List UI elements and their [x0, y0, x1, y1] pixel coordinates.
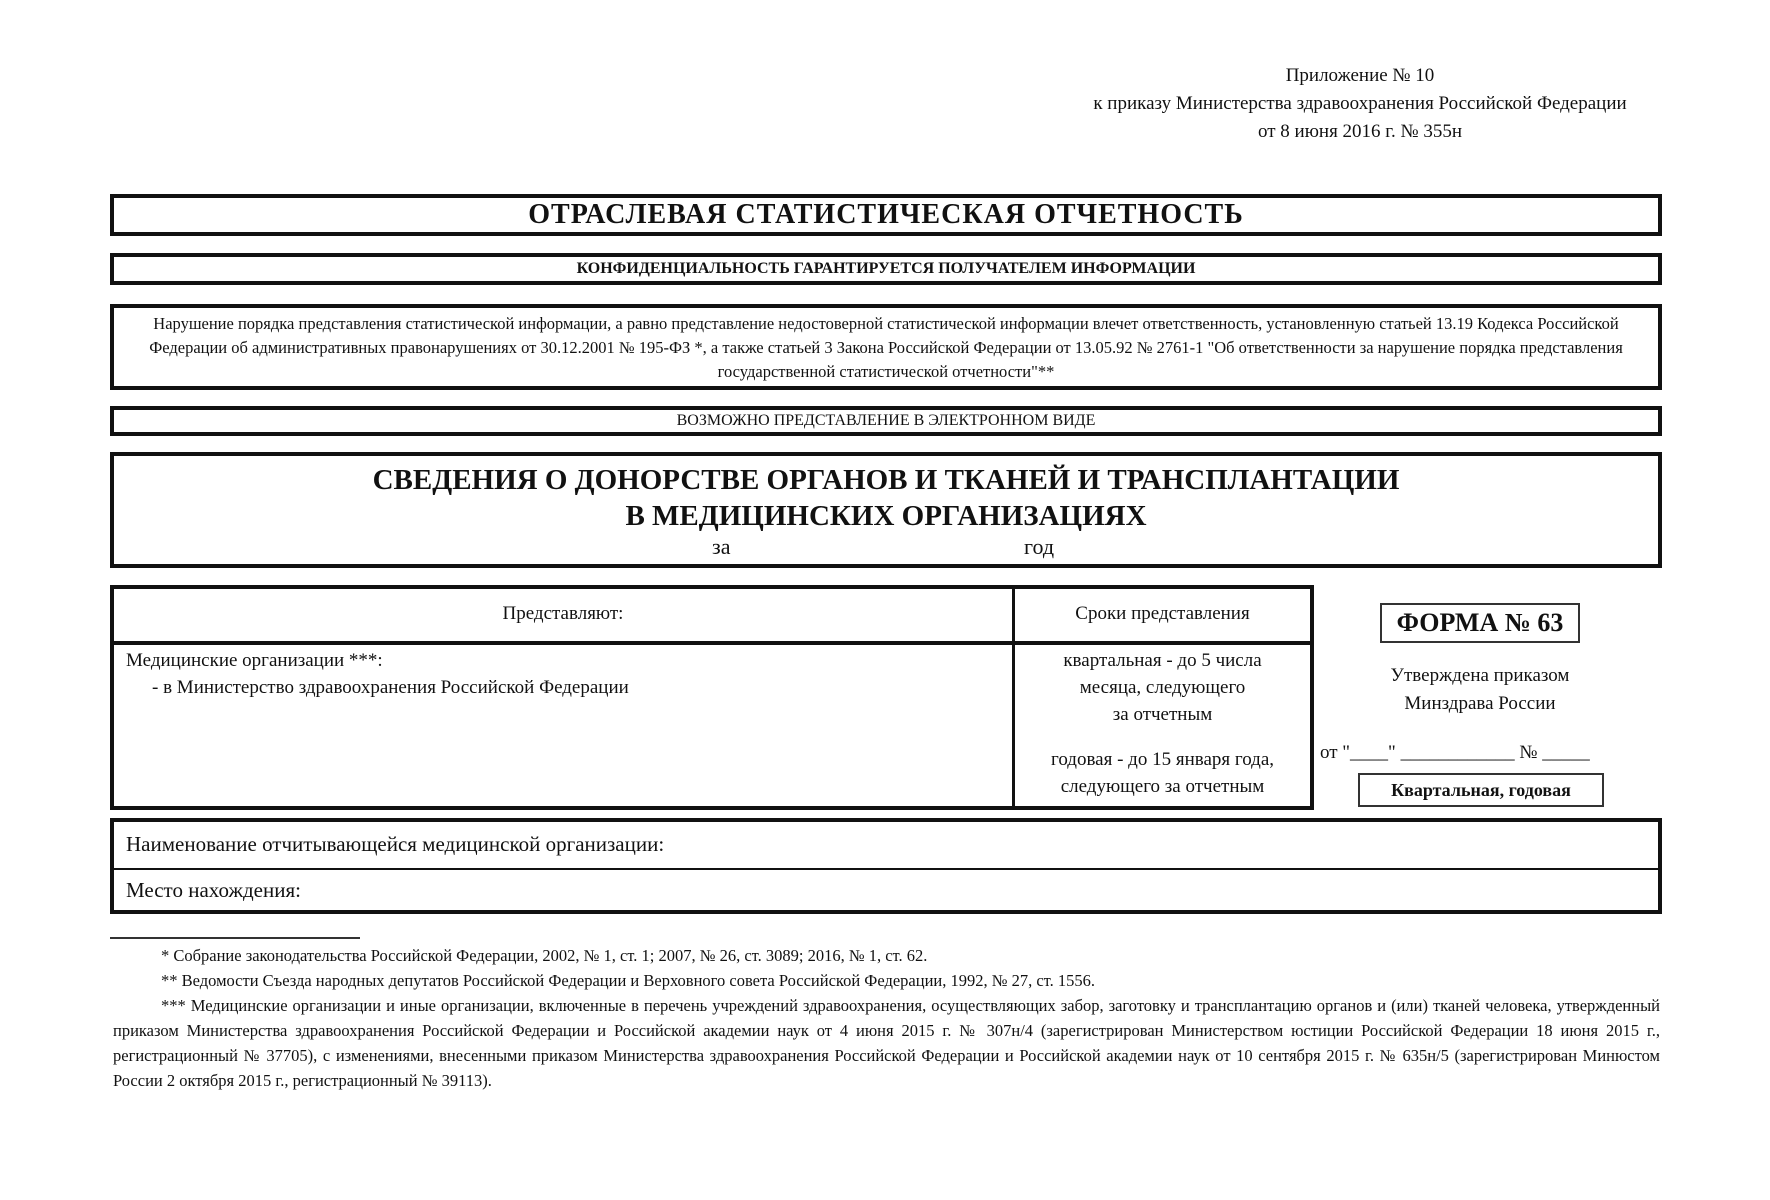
statistical-reporting-banner	[110, 194, 1662, 236]
table-header-divider	[114, 641, 1310, 645]
electronic-submission-banner	[110, 406, 1662, 436]
footnote-2: ** Ведомости Съезда народных депутатов Российской Федерации и Верховного совета Российской Федерации, 1992, № 27, ст. 1556.	[161, 971, 1096, 990]
liability-warning-text: Нарушение порядка представления статистической информации, а равно представление недостоверной статистической информации влечет ответственность, установленную статьей 13.19 Кодекса Российской Федерации об административных правонарушениях от 30.12.2001 № 195-ФЗ *, а также статьей 3 Закона Российской Федерации от 13.05.92 № 2761-1 "Об ответственности за нарушение порядка представления государственной статистической отчетности"**	[149, 314, 1623, 381]
approval-line1: Утверждена приказом	[1390, 665, 1570, 686]
submitters-line2: - в Министерство здравоохранения Российской Федерации	[152, 677, 629, 698]
header-deadlines: Сроки представления	[1075, 603, 1250, 624]
deadline-quarterly-2: месяца, следующего	[1079, 677, 1246, 698]
deadline-annual-1: годовая - до 15 января года,	[1051, 749, 1274, 770]
form-number-box	[1380, 603, 1580, 643]
periodicity-box	[1358, 773, 1604, 807]
deadlines-cell	[1015, 647, 1310, 800]
submitters-line1: Медицинские организации ***:	[126, 650, 383, 671]
confidentiality-banner	[110, 253, 1662, 285]
organization-box	[110, 818, 1662, 914]
deadline-quarterly-1: квартальная - до 5 числа	[1063, 650, 1262, 671]
organization-name-label: Наименование отчитывающейся медицинской организации:	[126, 832, 665, 856]
period-year-label: год	[1024, 534, 1055, 559]
confidentiality-text: КОНФИДЕНЦИАЛЬНОСТЬ ГАРАНТИРУЕТСЯ ПОЛУЧАТЕЛЕМ ИНФОРМАЦИИ	[576, 260, 1196, 277]
organization-location-label: Место нахождения:	[126, 878, 301, 902]
annex-date: от 8 июня 2016 г. № 355н	[1257, 121, 1463, 142]
footnote-3: *** Медицинские организации и иные организации, включенные в перечень учреждений здравоохранения, осуществляющих забор, заготовку и трансплантацию органов и (или) тканей человека, утвержденный приказом Министерства здравоохранения Российской Федерации и Российской академии наук от 4 июня 2015 г. № 307н/4 (зарегистрирован Министерством юстиции Российской Федерации 18 июня 2015 г., регистрационный № 37705), с изменениями, внесенными приказом Министерства здравоохранения Российской Федерации и Российской академии наук от 10 сентября 2015 г. № 635н/5 (зарегистрирован Минюстом России 2 октября 2015 г., регистрационный № 39113).	[113, 996, 1660, 1090]
period-for-label: за	[712, 534, 731, 559]
approval-date-field[interactable]: от "____" ____________ № _____	[1320, 742, 1590, 763]
deadline-annual-2: следующего за отчетным	[1060, 776, 1265, 797]
organization-divider	[114, 868, 1658, 870]
submitters-cell	[126, 647, 629, 701]
approval-text	[1330, 662, 1630, 718]
report-title-box	[110, 452, 1662, 568]
periodicity-text: Квартальная, годовая	[1391, 780, 1571, 800]
approval-line2: Минздрава России	[1404, 693, 1556, 714]
submission-table	[110, 585, 1314, 810]
footnotes	[113, 943, 1660, 1093]
form-number: ФОРМА № 63	[1396, 608, 1564, 637]
annex-number: Приложение № 10	[1285, 65, 1435, 86]
footnote-separator	[110, 937, 360, 939]
electronic-submission-text: ВОЗМОЖНО ПРЕДСТАВЛЕНИЕ В ЭЛЕКТРОННОМ ВИДЕ	[676, 412, 1096, 429]
report-title-line1: СВЕДЕНИЯ О ДОНОРСТВЕ ОРГАНОВ И ТКАНЕЙ И ТРАНСПЛАНТАЦИИ	[372, 464, 1400, 496]
liability-warning-box	[110, 304, 1662, 390]
deadline-quarterly-3: за отчетным	[1112, 704, 1213, 725]
banner-title: ОТРАСЛЕВАЯ СТАТИСТИЧЕСКАЯ ОТЧЕТНОСТЬ	[528, 199, 1244, 230]
report-title-line2: В МЕДИЦИНСКИХ ОРГАНИЗАЦИЯХ	[625, 500, 1147, 532]
annex-header	[1000, 62, 1720, 146]
footnote-1: * Собрание законодательства Российской Федерации, 2002, № 1, ст. 1; 2007, № 26, ст. 3089; 2016, № 1, ст. 62.	[161, 946, 928, 965]
annex-order: к приказу Министерства здравоохранения Российской Федерации	[1093, 93, 1627, 114]
header-submitters: Представляют:	[502, 603, 624, 624]
